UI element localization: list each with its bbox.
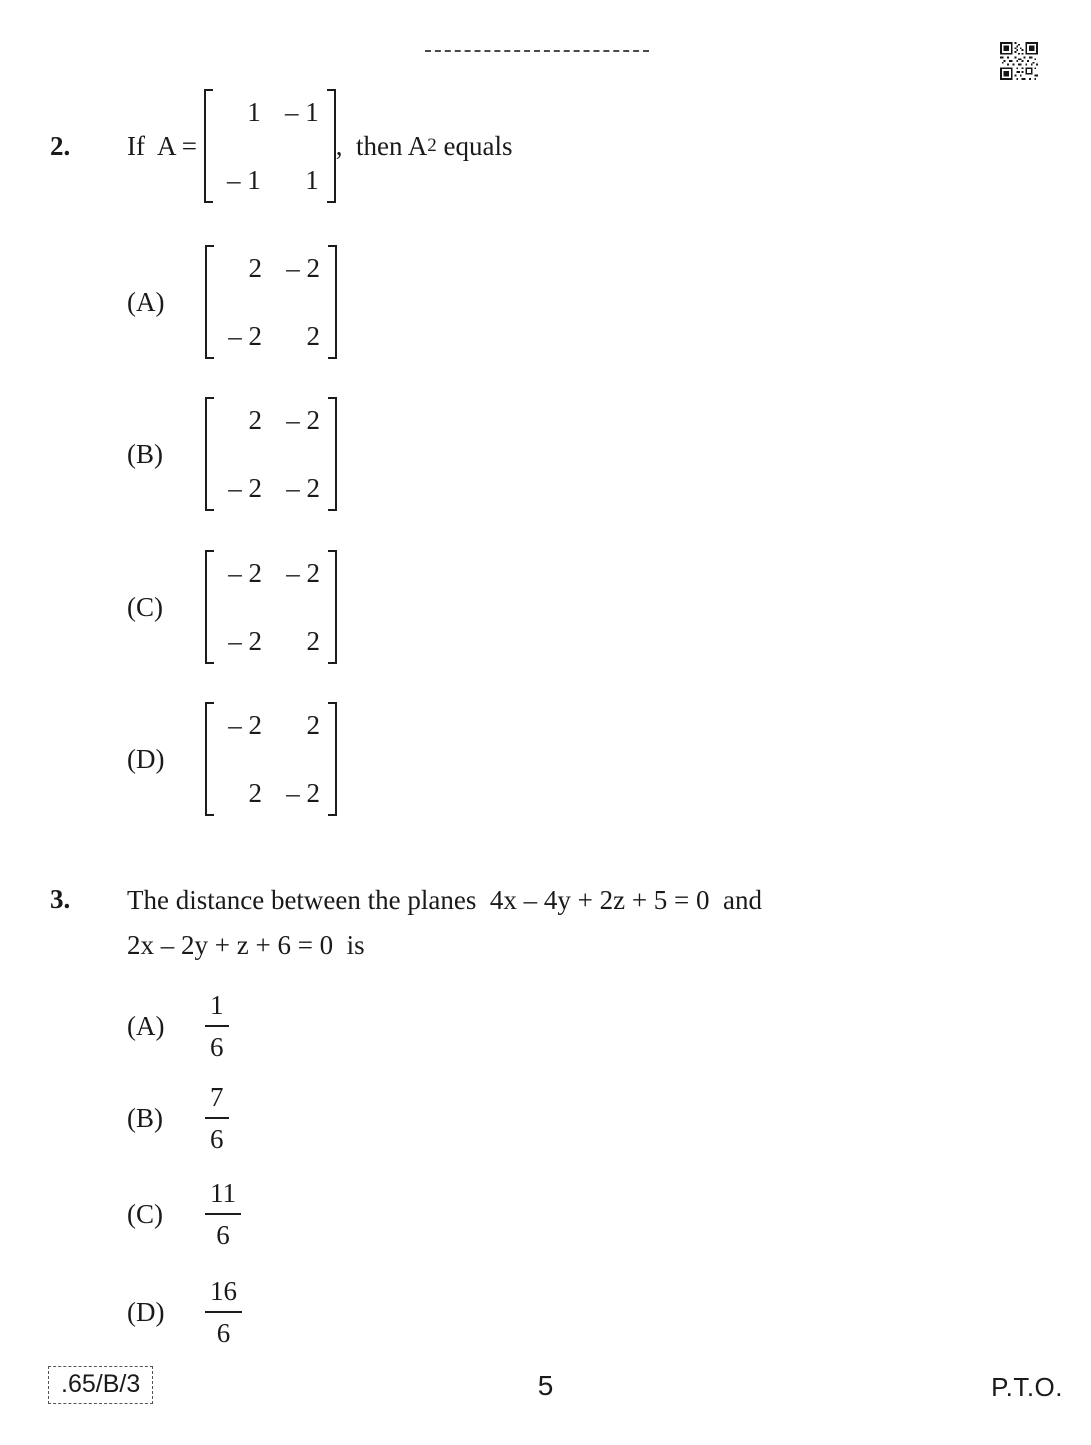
fraction-numerator: 7 xyxy=(205,1082,229,1119)
option-label: (A) xyxy=(127,286,165,317)
option-label: (A) xyxy=(127,1010,165,1041)
fraction xyxy=(205,990,229,1062)
matrix-cell: – 2 xyxy=(228,558,262,588)
dashed-separator-line xyxy=(425,50,649,52)
matrix-left-bracket xyxy=(205,550,214,664)
question-3-number: 3. xyxy=(50,884,71,914)
page-number: 5 xyxy=(537,1370,554,1401)
q3-option-c xyxy=(127,1178,241,1250)
matrix-right-bracket xyxy=(328,245,337,359)
question-2-prefix: If A = xyxy=(127,130,204,161)
fraction-denominator: 6 xyxy=(210,1124,224,1154)
matrix-left-bracket xyxy=(205,702,214,816)
q2-option-c xyxy=(127,550,337,664)
q2-option-d xyxy=(127,702,337,816)
matrix-cell: 2 xyxy=(306,710,320,740)
matrix-left-bracket xyxy=(204,89,213,203)
matrix-cell: – 1 xyxy=(226,165,261,195)
matrix-right-bracket xyxy=(328,550,337,664)
option-label: (B) xyxy=(127,438,163,469)
fraction-denominator: 6 xyxy=(216,1220,230,1250)
pto-label: P.T.O. xyxy=(991,1372,1063,1402)
matrix-cell: – 2 xyxy=(286,253,320,283)
fraction xyxy=(205,1082,229,1154)
option-label: (C) xyxy=(127,591,163,622)
fraction-numerator: 1 xyxy=(205,990,229,1027)
fraction-numerator: 16 xyxy=(205,1276,242,1313)
matrix-cell: – 2 xyxy=(228,473,262,503)
fraction-denominator: 6 xyxy=(210,1032,224,1062)
matrix-cell: – 1 xyxy=(284,97,319,127)
matrix-cell: 2 xyxy=(306,626,320,656)
matrix-right-bracket xyxy=(328,397,337,511)
matrix-a-definition xyxy=(204,89,336,203)
question-3-line1: The distance between the planes 4x – 4y + 2z + 5 = 0 and xyxy=(127,885,763,915)
option-label: (B) xyxy=(127,1102,163,1133)
matrix-cell: 1 xyxy=(305,165,319,195)
matrix-cell: 1 xyxy=(247,97,261,127)
q3-option-b xyxy=(127,1082,229,1154)
matrix-cell: – 2 xyxy=(286,558,320,588)
matrix-cell: – 2 xyxy=(228,321,262,351)
question-2-suffix: equals xyxy=(436,130,513,161)
fraction xyxy=(205,1178,241,1250)
option-label: (C) xyxy=(127,1198,163,1229)
question-3-line2: 2x – 2y + z + 6 = 0 is xyxy=(127,930,365,960)
fraction-denominator: 6 xyxy=(216,1318,231,1348)
matrix-right-bracket xyxy=(327,89,336,203)
option-label: (D) xyxy=(127,1296,165,1327)
matrix-cell: – 2 xyxy=(228,710,262,740)
q3-option-d xyxy=(127,1276,242,1348)
q2-option-a xyxy=(127,245,337,359)
matrix-left-bracket xyxy=(205,397,214,511)
option-label: (D) xyxy=(127,743,165,774)
option-matrix xyxy=(205,550,337,664)
q3-option-a xyxy=(127,990,229,1062)
fraction xyxy=(205,1276,242,1348)
qr-code-icon xyxy=(1000,42,1038,80)
matrix-cell: 2 xyxy=(248,405,262,435)
question-2-stem: 2. If A = 1 – 1 – 1 1 , then A 2 equals xyxy=(50,86,512,206)
question-2-mid: , then A xyxy=(335,130,428,161)
option-matrix xyxy=(205,245,337,359)
option-matrix xyxy=(205,702,337,816)
fraction-numerator: 11 xyxy=(205,1178,241,1215)
matrix-cell: 2 xyxy=(248,253,262,283)
option-matrix xyxy=(205,397,337,511)
matrix-cell: 2 xyxy=(248,778,262,808)
matrix-cell: – 2 xyxy=(286,405,320,435)
matrix-cell: – 2 xyxy=(286,778,320,808)
question-3-stem xyxy=(50,884,762,962)
q2-option-b xyxy=(127,397,337,511)
paper-code: .65/B/3 xyxy=(48,1366,153,1404)
question-2-number: 2. xyxy=(50,130,71,161)
matrix-cell: – 2 xyxy=(228,626,262,656)
matrix-cell: – 2 xyxy=(286,473,320,503)
matrix-left-bracket xyxy=(205,245,214,359)
matrix-cell: 2 xyxy=(306,321,320,351)
matrix-right-bracket xyxy=(328,702,337,816)
